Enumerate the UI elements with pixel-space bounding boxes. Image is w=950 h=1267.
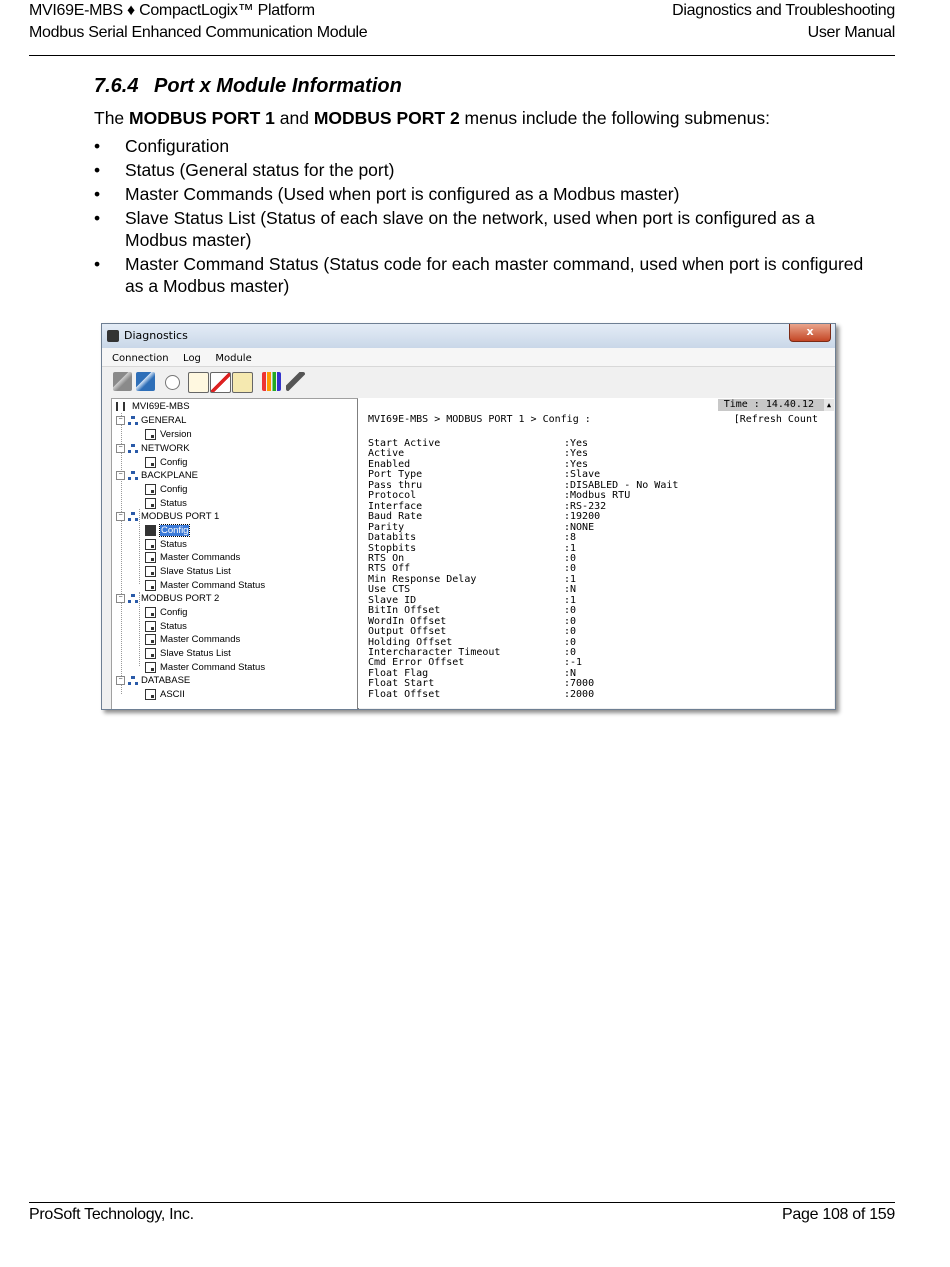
menu-log[interactable]: Log [183, 353, 201, 364]
config-row [368, 533, 576, 544]
config-value: :RS-232 [564, 500, 607, 512]
network-icon [128, 416, 138, 425]
intro-port2: MODBUS PORT 2 [313, 108, 460, 128]
config-key: Start Active [368, 438, 441, 449]
tree-general[interactable] [116, 414, 186, 427]
menu-connection[interactable]: Connection [112, 353, 169, 364]
tree-label: GENERAL [141, 415, 187, 426]
tree-label: Master Command Status [160, 662, 266, 673]
tree-database-ascii[interactable] [145, 688, 185, 701]
config-value: :Slave [564, 469, 601, 481]
tree-port2-slave-status-list[interactable] [145, 647, 231, 660]
config-key: Min Response Delay [368, 573, 477, 585]
toolbar [102, 367, 835, 395]
config-row [368, 690, 594, 701]
config-value: :1 [564, 542, 577, 554]
tools-icon[interactable] [286, 372, 305, 391]
config-key: Parity [368, 521, 405, 533]
tree-label: Config [160, 484, 188, 495]
config-value: :8 [564, 532, 577, 544]
config-key: RTS On [368, 552, 405, 564]
config-value: :0 [564, 647, 577, 658]
tree-label: Status [160, 498, 187, 509]
config-key: WordIn Offset [368, 615, 447, 627]
console-output[interactable] [358, 398, 834, 708]
collapse-icon[interactable]: − [116, 676, 125, 685]
config-value: :0 [564, 605, 577, 617]
tree-label: Status [160, 621, 187, 632]
module-tree [111, 398, 359, 710]
tree-label: ASCII [160, 689, 185, 700]
config-key: Databits [368, 532, 417, 544]
network-icon [128, 471, 138, 480]
tree-label: BACKPLANE [141, 470, 199, 481]
network-icon [128, 512, 138, 521]
config-key: Float Flag [368, 667, 429, 679]
page-icon [145, 457, 156, 468]
page-icon [145, 498, 156, 509]
collapse-icon[interactable]: − [116, 471, 125, 480]
tree-label: NETWORK [141, 443, 190, 454]
page-icon [145, 552, 156, 563]
tree-general-version[interactable] [145, 428, 192, 441]
scroll-up-arrow-icon[interactable]: ▲ [824, 399, 834, 411]
tree-label: MVI69E-MBS [132, 401, 190, 412]
tree-port2-master-command-status[interactable] [145, 661, 265, 674]
page-number: Page 108 of 159 [782, 1206, 895, 1223]
collapse-icon[interactable]: − [116, 416, 125, 425]
config-key: Float Start [368, 678, 435, 690]
tree-label: Version [160, 429, 192, 440]
list-item: • Slave Status List (Status of each slave on the network, used when port is configured as a Modbus master) [94, 207, 864, 251]
config-value: :DISABLED - No Wait [564, 479, 679, 491]
page-icon [145, 580, 156, 591]
page-icon [145, 634, 156, 645]
tree-label: Master Commands [160, 552, 241, 563]
list-item: • Master Command Status (Status code for each master command, used when port is configured as a Modbus master) [94, 253, 864, 297]
network-icon [128, 444, 138, 453]
mail-icon[interactable] [232, 372, 253, 393]
config-value: :Modbus RTU [564, 490, 631, 502]
tree-port1[interactable] [116, 510, 219, 523]
title-bar [102, 324, 835, 348]
header-module: Modbus Serial Enhanced Communication Module [29, 24, 368, 41]
config-key: Protocol [368, 490, 417, 502]
config-key: Intercharacter Timeout [368, 647, 501, 658]
config-value: :0 [564, 626, 577, 638]
network-icon [128, 676, 138, 685]
config-value: :7000 [564, 678, 595, 690]
list-item: • Status (General status for the port) [94, 159, 864, 181]
tree-port1-slave-status-list[interactable] [145, 565, 231, 578]
config-value: :1 [564, 573, 577, 585]
config-value: :Yes [564, 448, 589, 460]
edit-icon[interactable] [188, 372, 209, 393]
config-key: RTS Off [368, 563, 411, 575]
network-icon [128, 594, 138, 603]
page-icon [145, 429, 156, 440]
section-title: Port x Module Information [154, 75, 402, 97]
collapse-icon[interactable]: − [116, 594, 125, 603]
intro-and: and [274, 108, 314, 128]
config-value: :N [564, 667, 577, 679]
tree-label: Config [160, 607, 188, 618]
intro-tail: menus include the following submenus: [459, 108, 771, 128]
tree-network-config[interactable] [145, 456, 187, 469]
config-key: Port Type [368, 469, 423, 481]
search-icon[interactable] [165, 375, 180, 390]
page-header [29, 0, 895, 56]
config-key: Slave ID [368, 594, 417, 606]
page-icon [145, 566, 156, 577]
header-product: MVI69E-MBS ♦ CompactLogix™ Platform [29, 2, 315, 19]
config-key: Pass thru [368, 479, 423, 491]
page-icon [145, 607, 156, 618]
chart-icon[interactable] [262, 372, 281, 391]
tree-port2-status[interactable] [145, 620, 187, 633]
tree-port1-config[interactable] [145, 524, 189, 537]
config-value: :Yes [564, 438, 589, 449]
tree-backplane-config[interactable] [145, 483, 187, 496]
config-value: :0 [564, 563, 577, 575]
header-left [29, 0, 367, 44]
config-key: Stopbits [368, 542, 417, 554]
list-item: • Master Commands (Used when port is configured as a Modbus master) [94, 183, 864, 205]
tree-port2[interactable] [116, 592, 219, 605]
collapse-icon[interactable]: − [116, 444, 125, 453]
tree-label: MODBUS PORT 1 [141, 511, 220, 522]
config-key: Interface [368, 500, 423, 512]
config-value: :Yes [564, 458, 589, 470]
tree-label: Status [160, 539, 187, 550]
tree-label: Master Commands [160, 634, 241, 645]
config-key: Enabled [368, 458, 411, 470]
tree-label: Config [161, 525, 189, 536]
page-icon [145, 648, 156, 659]
config-key: Active [368, 448, 405, 460]
intro-paragraph [94, 108, 864, 129]
connect-icon[interactable] [136, 372, 155, 391]
menu-module[interactable]: Module [215, 353, 252, 364]
module-icon [116, 402, 125, 411]
tree-port1-status[interactable] [145, 538, 187, 551]
tree-label: MODBUS PORT 2 [141, 593, 220, 604]
page-icon [145, 484, 156, 495]
page-icon [145, 525, 156, 536]
page-footer [29, 1202, 895, 1223]
page-icon [145, 689, 156, 700]
tree-label: DATABASE [141, 675, 191, 686]
close-button[interactable]: x [789, 324, 831, 342]
tree-port2-config[interactable] [145, 606, 187, 619]
tree-label: Slave Status List [160, 566, 231, 577]
config-key: Cmd Error Offset [368, 657, 465, 669]
page-content [94, 75, 864, 299]
page-icon [145, 621, 156, 632]
transfer-icon[interactable] [210, 372, 231, 393]
menu-bar [102, 348, 835, 367]
config-value: :19200 [564, 511, 601, 523]
footer-company: ProSoft Technology, Inc. [29, 1206, 194, 1223]
disconnect-icon[interactable] [113, 372, 132, 391]
refresh-count: [Refresh Count [733, 414, 818, 425]
collapse-icon[interactable]: − [116, 512, 125, 521]
tree-port2-master-commands[interactable] [145, 633, 240, 646]
intro-text: The [94, 108, 130, 128]
config-value: :0 [564, 552, 577, 564]
header-chapter: Diagnostics and Troubleshooting [672, 2, 895, 19]
tree-port1-master-command-status[interactable] [145, 579, 265, 592]
config-key: BitIn Offset [368, 605, 441, 617]
config-value: :0 [564, 636, 577, 648]
tree-label: Config [160, 457, 188, 468]
section-heading [94, 75, 864, 98]
section-number: 7.6.4 [94, 75, 139, 97]
window-title: Diagnostics [124, 329, 188, 342]
config-key: Output Offset [368, 626, 447, 638]
config-value: :2000 [564, 688, 595, 700]
list-item: • Configuration [94, 135, 864, 157]
submenu-list [94, 135, 864, 297]
config-key: Baud Rate [368, 511, 423, 523]
tree-backplane[interactable] [116, 469, 198, 482]
config-value: :1 [564, 594, 577, 606]
page-icon [145, 662, 156, 673]
tree-port1-master-commands[interactable] [145, 551, 240, 564]
header-manual: User Manual [807, 24, 895, 41]
config-key: Use CTS [368, 584, 411, 596]
config-value: :NONE [564, 521, 595, 533]
tree-backplane-status[interactable] [145, 497, 187, 510]
console-breadcrumb: MVI69E-MBS > MODBUS PORT 1 > Config : [368, 414, 591, 425]
config-key: Float Offset [368, 688, 441, 700]
config-key: Holding Offset [368, 636, 453, 648]
tree-network[interactable] [116, 442, 190, 455]
config-value: :N [564, 584, 577, 596]
tree-connector [121, 413, 122, 694]
diagnostics-window [101, 323, 836, 710]
time-display: Time : 14.40.12 [718, 399, 828, 411]
config-value: :0 [564, 615, 577, 627]
tree-label: Slave Status List [160, 648, 231, 659]
app-icon [107, 330, 119, 342]
header-right [672, 0, 895, 44]
tree-label: Master Command Status [160, 580, 266, 591]
tree-database[interactable] [116, 674, 190, 687]
page-icon [145, 539, 156, 550]
config-value: :-1 [564, 657, 583, 669]
tree-root[interactable] [116, 400, 190, 413]
intro-port1: MODBUS PORT 1 [129, 108, 275, 128]
